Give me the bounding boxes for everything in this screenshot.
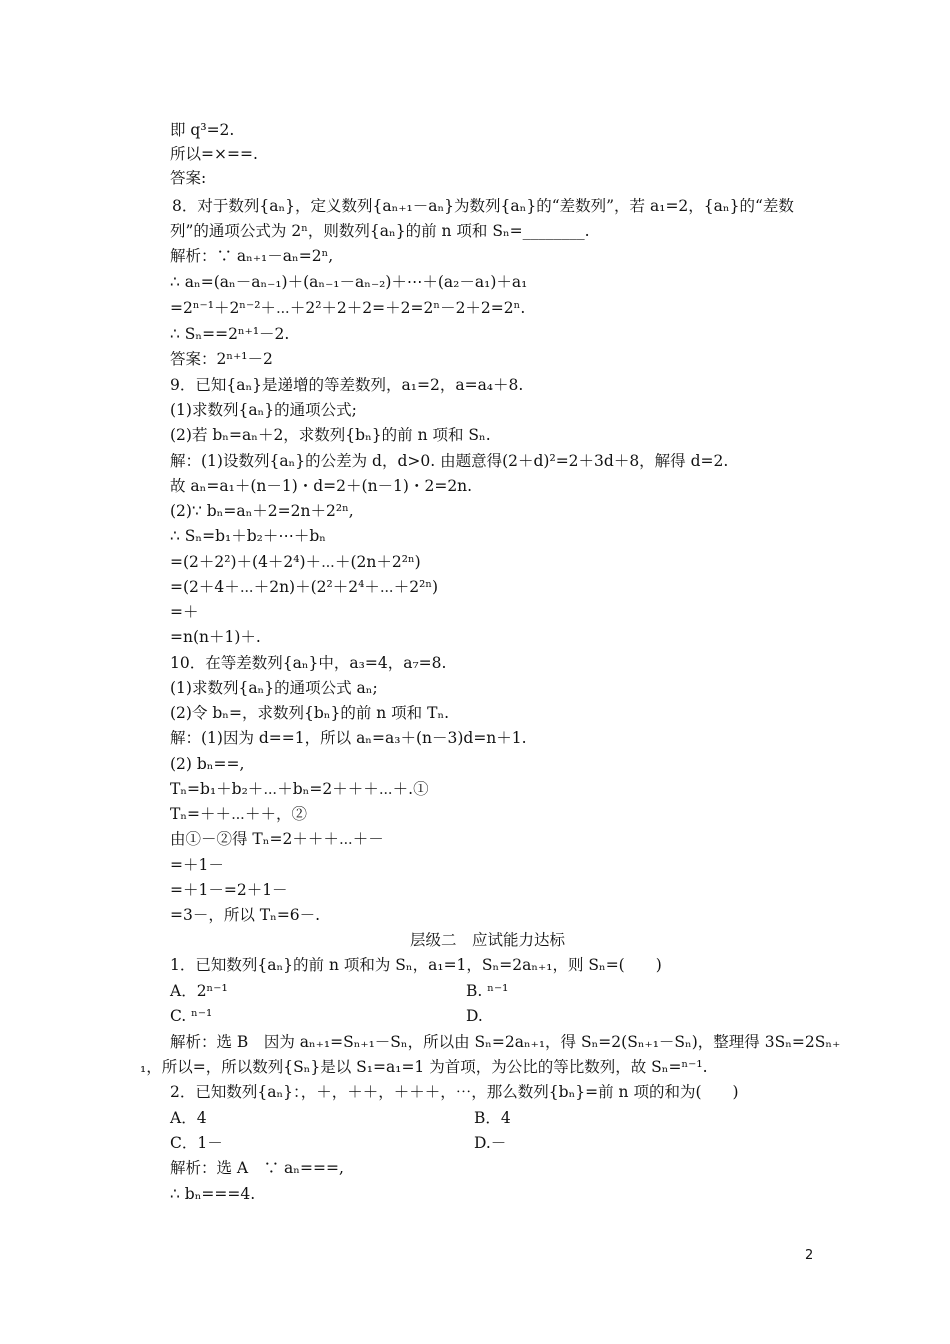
text-line: ₁，所以=，所以数列{Sₙ}是以 S₁=a₁=1 为首项，为公比的等比数列，故 Sₙ=ⁿ⁻¹. [140,1058,708,1076]
text-line: (2)∵ bₙ=aₙ＋2=2n＋2²ⁿ, [170,502,354,520]
text-line: 解析：选 A ∵ aₙ===, [170,1159,344,1177]
text-line: 解：(1)设数列{aₙ}的公差为 d，d>0. 由题意得(2＋d)²=2＋3d＋8，解得 d=2. [170,452,729,470]
text-line: (2)若 bₙ=aₙ＋2，求数列{bₙ}的前 n 项和 Sₙ. [170,426,491,444]
question-8-line-2: 列”的通项公式为 2ⁿ，则数列{aₙ}的前 n 项和 Sₙ=________. [170,222,590,240]
text-line: 解析：选 B 因为 aₙ₊₁=Sₙ₊₁－Sₙ，所以由 Sₙ=2aₙ₊₁，得 Sₙ=2(Sₙ₊₁－Sₙ)，整理得 3Sₙ=2Sₙ₊ [170,1033,841,1051]
text-line: ∴ bₙ===4. [170,1185,256,1203]
text-line: 答案：2ⁿ⁺¹－2 [170,350,273,368]
text-line: 故 aₙ=a₁＋(n－1)・d=2＋(n－1)・2=2n. [170,477,473,495]
text-line: ∴ Sₙ==2ⁿ⁺¹－2. [170,325,290,343]
text-line: 答案: [170,169,207,187]
text-line: =＋1－=2＋1－ [170,881,288,899]
option-b: B．4 [474,1109,511,1127]
text-line: 解析：∵ aₙ₊₁－aₙ=2ⁿ, [170,247,334,265]
text-line: ∴ aₙ=(aₙ－aₙ₋₁)＋(aₙ₋₁－aₙ₋₂)＋⋯＋(a₂－a₁)＋a₁ [170,273,528,291]
option-c: C. ⁿ⁻¹ [170,1007,213,1025]
text-line: =2ⁿ⁻¹＋2ⁿ⁻²＋⋯＋2²＋2＋2=＋2=2ⁿ－2＋2=2ⁿ. [170,299,526,317]
text-line: 解：(1)因为 d==1，所以 aₙ=a₃＋(n－3)d=n＋1. [170,729,527,747]
text-line: (2)令 bₙ=，求数列{bₙ}的前 n 项和 Tₙ. [170,704,450,722]
question-1: 1．已知数列{aₙ}的前 n 项和为 Sₙ，a₁=1，Sₙ=2aₙ₊₁，则 Sₙ=( ) [170,956,662,974]
text-line: 由①－②得 Tₙ=2＋＋＋⋯＋－ [170,830,384,848]
section-title: 层级二 应试能力达标 [410,931,566,949]
text-line: =n(n＋1)＋. [170,628,261,646]
text-line: =(2＋4＋⋯＋2n)＋(2²＋2⁴＋⋯＋2²ⁿ) [170,578,439,596]
option-b: B. ⁿ⁻¹ [466,982,509,1000]
text-line: ∴ Sₙ=b₁＋b₂＋⋯＋bₙ [170,527,326,545]
question-9: 9．已知{aₙ}是递增的等差数列，a₁=2，a=a₄＋8. [170,376,524,394]
text-line: 即 q³=2. [170,121,235,139]
option-d: D. [466,1007,483,1025]
text-line: (1)求数列{aₙ}的通项公式; [170,401,357,419]
question-8-line-1: 8．对于数列{aₙ}，定义数列{aₙ₊₁－aₙ}为数列{aₙ}的“差数列”，若 a₁=2，{aₙ}的“差数 [172,197,794,215]
option-a: A．4 [170,1109,207,1127]
option-d: D.－ [474,1134,507,1152]
text-line: (2) bₙ==, [170,755,245,773]
text-line: =3－，所以 Tₙ=6－. [170,906,321,924]
text-line: Tₙ=＋＋⋯＋＋，② [170,805,307,823]
text-line: (1)求数列{aₙ}的通项公式 aₙ; [170,679,378,697]
text-line: Tₙ=b₁＋b₂＋⋯＋bₙ=2＋＋＋⋯＋.① [170,780,429,798]
page-number: 2 [805,1248,814,1263]
text-line: =＋1－ [170,856,224,874]
question-2: 2．已知数列{aₙ}：，＋，＋＋，＋＋＋，⋯，那么数列{bₙ}=前 n 项的和为( ) [170,1083,739,1101]
option-c: C．1－ [170,1134,223,1152]
text-line: 所以=×==. [170,145,258,163]
text-line: =(2＋2²)＋(4＋2⁴)＋⋯＋(2n＋2²ⁿ) [170,553,421,571]
option-a: A．2ⁿ⁻¹ [170,982,228,1000]
text-line: =＋ [170,603,199,621]
question-10: 10．在等差数列{aₙ}中，a₃=4，a₇=8. [170,654,447,672]
